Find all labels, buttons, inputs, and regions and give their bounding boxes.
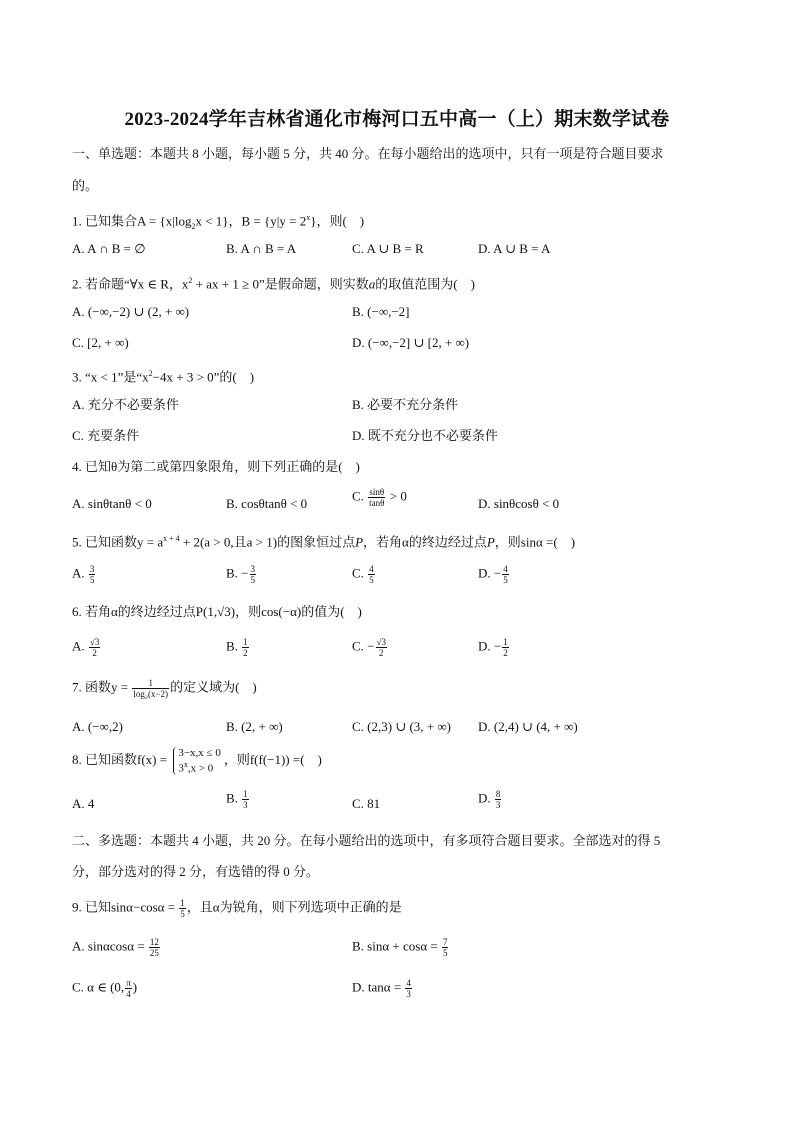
- q8-option-c[interactable]: C. 81: [352, 796, 381, 811]
- q4-option-d[interactable]: D. sinθcosθ < 0: [478, 496, 560, 511]
- q9-option-a-fraction: $\frac{12}{25}$: [149, 937, 159, 958]
- page-title: 2023-2024学年吉林省通化市梅河口五中高一（上）期末数学试卷: [124, 109, 670, 130]
- q5-option-a[interactable]: A. $\frac{3}{5}$: [72, 564, 95, 585]
- q3-option-c[interactable]: C. 充要条件: [72, 428, 140, 443]
- q9-option-c[interactable]: C. α ∈ (0, $\frac{\pi}{4}$ ): [72, 978, 138, 999]
- q9-option-b-fraction: $\frac{7}{5}$: [442, 937, 448, 958]
- q2-option-b[interactable]: B. (−∞,−2]: [352, 304, 410, 319]
- q6-option-c-fraction: $\frac{√3}{2}$: [376, 637, 386, 658]
- q7-option-b[interactable]: B. (2, + ∞): [226, 719, 283, 734]
- q8-option-a[interactable]: A. 4: [72, 796, 95, 811]
- q9-option-d-fraction: $\frac{4}{3}$: [406, 978, 411, 999]
- q2-option-c[interactable]: C. [2, + ∞): [72, 335, 129, 350]
- q7-option-a[interactable]: A. (−∞,2): [72, 719, 123, 734]
- q6-option-d-fraction: $\frac{1}{2}$: [503, 637, 508, 658]
- q5-option-c[interactable]: C. $\frac{4}{5}$: [352, 564, 374, 585]
- q8-option-b[interactable]: B. $\frac{1}{3}$: [226, 789, 248, 810]
- q5-option-b-fraction: $\frac{3}{5}$: [250, 564, 256, 585]
- section1-intro-line2: 的。: [72, 178, 99, 193]
- q6-option-b-fraction: $\frac{1}{2}$: [243, 637, 248, 658]
- q9-option-d[interactable]: D. tanα = $\frac{4}{3}$: [352, 978, 411, 999]
- q6-option-c[interactable]: C. − $\frac{√3}{2}$: [352, 637, 386, 658]
- q7-stem-fraction: $\frac{1}{\text{log₂(x−2)}}$: [133, 678, 169, 699]
- q9-option-b[interactable]: B. sinα + cosα = $\frac{7}{5}$: [352, 937, 448, 958]
- q6-option-d[interactable]: D. − $\frac{1}{2}$: [478, 637, 508, 658]
- q4-option-c-fraction: $\frac{\sin\theta}{\tan\theta}$: [369, 487, 385, 508]
- q1-stem: 1. 已知集合$A = \{x|\log_2x < 1\}$，$B = \{y|y = 2^x\}$，则( ): [72, 213, 365, 231]
- q2-option-d[interactable]: D. (−∞,−2] ∪ [2, + ∞): [352, 335, 470, 350]
- q5-option-b[interactable]: B. − $\frac{3}{5}$: [226, 564, 256, 585]
- q3-option-a[interactable]: A. 充分不必要条件: [72, 397, 179, 412]
- q6-option-b[interactable]: B. $\frac{1}{2}$: [226, 637, 248, 658]
- q2-option-a[interactable]: A. (−∞,−2) ∪ (2, + ∞): [72, 304, 190, 319]
- q2-stem: 2. 若命题“∀x ∈ R，$x^2$ + ax + 1 ≥ 0”是假命题，则实数a的取值范围为( ): [72, 276, 475, 292]
- q5-stem: 5. 已知函数$y = a^{x + 4} + 2(a > 0$,且a > 1)的图象恒过点P，若角α的终边经过点P，则sinα =( ): [72, 534, 576, 550]
- q4-option-c[interactable]: C. $\frac{\sin\theta}{\tan\theta}$ > 0: [352, 487, 407, 508]
- q5-option-c-fraction: $\frac{4}{5}$: [369, 564, 374, 585]
- q5-option-d[interactable]: D. − $\frac{4}{5}$: [478, 564, 508, 585]
- q9-stem-fraction: $\frac{1}{5}$: [180, 898, 185, 919]
- q4-option-a[interactable]: A. sinθtanθ < 0: [72, 496, 152, 511]
- q9-stem: 9. 已知sinα−cosα = $\frac{1}{5}$ ，且α为锐角，则下列选项中正确的是: [72, 898, 402, 919]
- q1-option-b[interactable]: B. A ∩ B = A: [226, 241, 297, 256]
- q8-piecewise-brace: 3−x,x ≤ 0 $3^x,x > 0$: [173, 747, 221, 775]
- q5-option-a-fraction: $\frac{3}{5}$: [89, 564, 95, 585]
- q8-option-d-fraction: $\frac{8}{3}$: [495, 789, 501, 810]
- q9-option-a[interactable]: A. sinαcosα = $\frac{12}{25}$: [72, 937, 159, 958]
- section1-intro-line1: 一、单选题：本题共 8 小题，每小题 5 分，共 40 分。在每小题给出的选项中，只有一项是符合题目要求: [72, 146, 664, 161]
- q4-stem: 4. 已知θ为第二或第四象限角，则下列正确的是( ): [72, 459, 360, 474]
- q6-option-a[interactable]: A. $\frac{√3}{2}$: [72, 637, 100, 658]
- q7-option-d[interactable]: D. (2,4) ∪ (4, + ∞): [478, 719, 578, 734]
- q9-option-c-fraction: $\frac{\pi}{4}$: [126, 978, 131, 999]
- q5-option-d-fraction: $\frac{4}{5}$: [503, 564, 508, 585]
- q8-stem: 8. 已知函数f(x) = 3−x,x ≤ 0 $3^x,x > 0$ ，则f(f(−1)) =( ): [72, 747, 322, 775]
- q6-stem: 6. 若角α的终边经过点P(1,√3)，则cos(−α)的值为( ): [72, 604, 362, 619]
- section2-intro-line1: 二、多选题：本题共 4 小题，共 20 分。在每小题给出的选项中，有多项符合题目要求。全部选对的得 5: [72, 833, 661, 848]
- q1-option-a[interactable]: A. A ∩ B = ∅: [72, 241, 146, 256]
- q3-option-b[interactable]: B. 必要不充分条件: [352, 397, 459, 412]
- q1-option-c[interactable]: C. A ∪ B = R: [352, 241, 424, 256]
- q3-stem: 3. “x < 1”是“$x^2-4x + 3 > 0$”的( ): [72, 369, 255, 385]
- q8-option-b-fraction: $\frac{1}{3}$: [243, 789, 248, 810]
- section2-intro-line2: 分，部分选对的得 2 分，有选错的得 0 分。: [72, 864, 320, 879]
- q6-option-a-fraction: $\frac{√3}{2}$: [89, 637, 100, 658]
- q8-option-d[interactable]: D. $\frac{8}{3}$: [478, 789, 501, 810]
- q1-option-d[interactable]: D. A ∪ B = A: [478, 241, 551, 256]
- q4-option-b[interactable]: B. cosθtanθ < 0: [226, 496, 308, 511]
- q7-stem: 7. 函数y = $\frac{1}{\text{log₂(x−2)}}$ 的定义域为( ): [72, 678, 257, 699]
- q7-option-c[interactable]: C. (2,3) ∪ (3, + ∞): [352, 719, 451, 734]
- q3-option-d[interactable]: D. 既不充分也不必要条件: [352, 428, 498, 443]
